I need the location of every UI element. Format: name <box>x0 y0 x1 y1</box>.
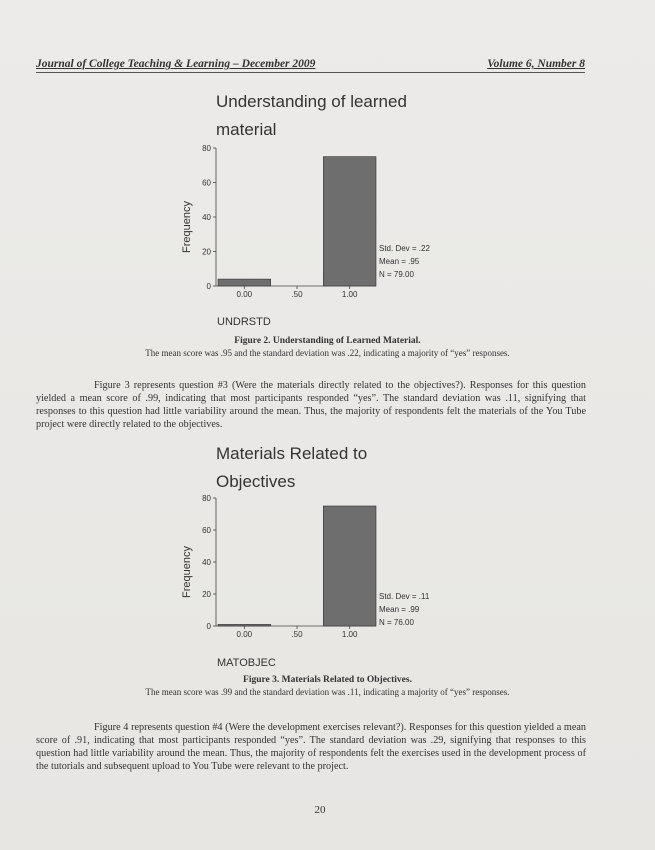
figure-3-title-line2: Objectives <box>216 472 296 491</box>
figure-2-caption-desc: The mean score was .95 and the standard deviation was .22, indicating a majority of “yes” responses. <box>145 348 510 358</box>
paragraph-figure-4 <box>36 721 586 773</box>
figure-2-variable-label: UNDRSTD <box>217 316 271 328</box>
figure-3-stats <box>379 590 429 629</box>
volume-header: Volume 6, Number 8 <box>487 58 585 70</box>
x-tick-label: 1.00 <box>341 630 358 639</box>
figure-3-mean: Mean = .99 <box>379 605 420 614</box>
figure-2-std-dev: Std. Dev = .22 <box>379 244 430 253</box>
y-axis-label: Frequency <box>181 546 193 598</box>
figure-2-title <box>216 88 407 144</box>
x-tick-label: .50 <box>291 630 303 639</box>
paragraph-figure-4-text: Figure 4 represents question #4 (Were the development exercises relevant?). Responses for this question yielded a mean score of .91, indicating that most participants responded “yes”. The standard deviation was .29, signifying that responses to this question had little variability around the mean. Thus, the majority of respondents felt the exercises used in the development process of the tutorials and subsequent upload to You Tube were relevant to the project. <box>36 722 586 772</box>
figure-3-histogram <box>180 490 380 650</box>
y-tick-label: 60 <box>202 178 211 188</box>
figure-2-stats <box>379 242 430 281</box>
x-tick-label: .50 <box>291 290 303 299</box>
page-number: 20 <box>314 804 326 816</box>
figure-3-caption-desc: The mean score was .99 and the standard deviation was .11, indicating a majority of “yes” responses. <box>145 687 510 697</box>
y-axis-label: Frequency <box>181 201 193 253</box>
y-tick-label: 80 <box>202 494 211 503</box>
histogram-bar <box>323 157 376 286</box>
figure-2-title-line1: Understanding of learned <box>216 92 407 111</box>
figure-3-title-line1: Materials Related to <box>216 444 368 463</box>
y-tick-label: 80 <box>202 144 211 153</box>
y-tick-label: 20 <box>202 590 211 599</box>
journal-header: Journal of College Teaching & Learning – December 2009 <box>36 58 316 70</box>
x-tick-label: 1.00 <box>341 290 358 299</box>
x-tick-label: 0.00 <box>236 290 253 299</box>
figure-2-histogram <box>180 140 380 310</box>
figure-3-std-dev: Std. Dev = .11 <box>379 592 430 601</box>
y-tick-label: 0 <box>206 282 211 291</box>
figure-3-title <box>216 440 367 496</box>
figure-3-n: N = 76.00 <box>379 618 414 627</box>
figure-2-mean: Mean = .95 <box>379 257 420 266</box>
y-tick-label: 60 <box>202 526 211 535</box>
paragraph-figure-3 <box>36 379 586 431</box>
y-tick-label: 40 <box>202 213 211 222</box>
figure-2-title-line2: material <box>216 120 277 139</box>
histogram-bar <box>218 624 271 626</box>
figure-3-caption-title: Figure 3. Materials Related to Objectives. <box>243 675 412 685</box>
figure-2-caption-title: Figure 2. Understanding of Learned Material. <box>234 336 421 346</box>
y-tick-label: 0 <box>206 622 211 631</box>
header-rule <box>36 72 585 73</box>
histogram-bar <box>218 279 271 286</box>
y-tick-label: 40 <box>202 558 211 567</box>
y-tick-label: 20 <box>202 247 211 257</box>
x-tick-label: 0.00 <box>236 630 253 639</box>
paragraph-figure-3-text: Figure 3 represents question #3 (Were the materials directly related to the objectives?). Responses for this question yielded a mean score of .99, indicating that most participants responded “yes”. The standard deviation was .11, signifying that responses to this question had little variability around the mean. Thus, the majority of respondents felt the materials of the You Tube project were directly related to the objectives. <box>36 380 586 430</box>
histogram-bar <box>323 506 376 626</box>
figure-2-n: N = 79.00 <box>379 270 414 279</box>
figure-3-variable-label: MATOBJEC <box>217 657 276 669</box>
